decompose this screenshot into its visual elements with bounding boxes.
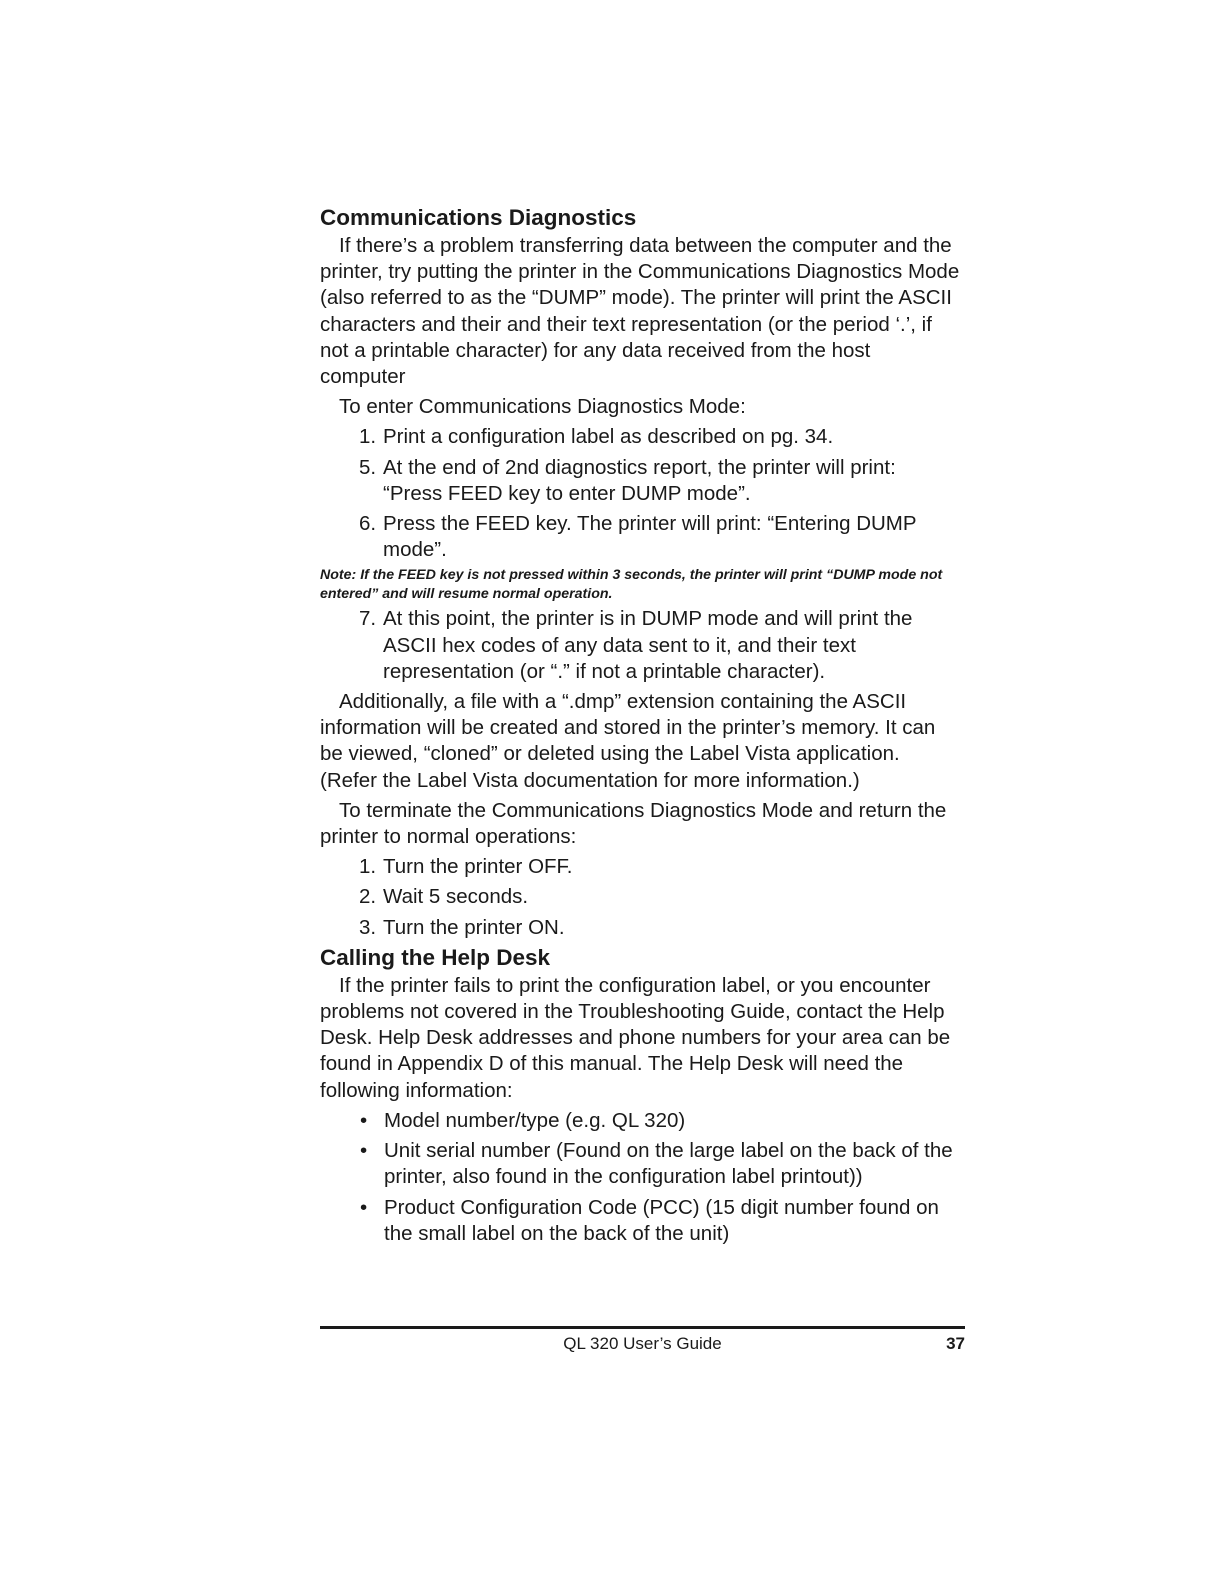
- step-text: Print a configuration label as described on pg. 34.: [383, 425, 834, 449]
- list-item: [320, 1138, 960, 1190]
- list-item: [320, 1108, 960, 1134]
- step-number: 1.: [359, 855, 377, 879]
- list-item: [320, 884, 960, 910]
- section-heading-help-desk: Calling the Help Desk: [320, 944, 551, 970]
- footer-row: [320, 1332, 965, 1356]
- step-number: 6.: [359, 512, 377, 536]
- list-item: [320, 1195, 960, 1247]
- page-number: 37: [946, 1334, 965, 1353]
- step-text: At the end of 2nd diagnostics report, the printer will print: “Press FEED key to enter DUMP mode”.: [383, 455, 896, 505]
- step-number: 7.: [359, 607, 377, 631]
- step-number: 1.: [359, 425, 377, 449]
- bullet-icon: •: [360, 1195, 368, 1219]
- feed-key-note: Note: If the FEED key is not pressed within 3 seconds, the printer will print “DUMP mode not entered” and will resume normal operation.: [320, 567, 943, 603]
- list-item: [320, 455, 960, 507]
- additional-paragraph: Additionally, a file with a “.dmp” extension containing the ASCII information will be created and stored in the printer’s memory. It can be viewed, “cloned” or deleted using the Label Vista application. (Refer the Label Vista documentation for more information.): [320, 690, 936, 792]
- step-number: 2.: [359, 885, 377, 909]
- list-item: [320, 424, 960, 450]
- step-text: Turn the printer OFF.: [383, 855, 573, 879]
- list-item: [320, 606, 960, 685]
- bullet-icon: •: [360, 1108, 368, 1132]
- required-info-list: [320, 1108, 960, 1247]
- enter-steps-list: [320, 424, 960, 563]
- page-footer: [320, 1326, 965, 1356]
- step-text: Wait 5 seconds.: [383, 885, 529, 909]
- dump-mode-steps-list: [320, 606, 960, 685]
- help-desk-paragraph: If the printer fails to print the configuration label, or you encounter problems not covered in the Troubleshooting Guide, contact the Help Desk. Help Desk addresses and phone numbers for your area can be found in Appendix D of this manual. The Help Desk will need the following information:: [320, 973, 951, 1102]
- terminate-mode-lead: To terminate the Communications Diagnostics Mode and return the printer to normal operations:: [320, 798, 947, 849]
- bullet-text: Product Configuration Code (PCC) (15 digit number found on the small label on the back of the unit): [384, 1195, 939, 1245]
- enter-mode-lead: To enter Communications Diagnostics Mode:: [339, 395, 746, 419]
- step-number: 5.: [359, 455, 377, 479]
- list-item: [320, 511, 960, 563]
- terminate-steps-list: [320, 854, 960, 941]
- bullet-text: Unit serial number (Found on the large label on the back of the printer, also found in the configuration label printout)): [384, 1139, 953, 1189]
- step-text: Turn the printer ON.: [383, 915, 565, 939]
- bullet-icon: •: [360, 1139, 368, 1163]
- list-item: [320, 854, 960, 880]
- page-content: [320, 203, 960, 1247]
- step-text: At this point, the printer is in DUMP mode and will print the ASCII hex codes of any data sent to it, and their text representation (or “.” if not a printable character).: [383, 607, 913, 683]
- section-heading-communications-diagnostics: Communications Diagnostics: [320, 205, 637, 230]
- bullet-text: Model number/type (e.g. QL 320): [384, 1108, 686, 1132]
- intro-paragraph: If there’s a problem transferring data between the computer and the printer, try putting the printer in the Communications Diagnostics Mode (also referred to as the “DUMP” mode). The printer will print the ASCII characters and their and their text representation (or the period ‘.’, if not a printable character) for any data received from the host computer: [320, 234, 960, 389]
- footer-rule: [320, 1326, 965, 1329]
- list-item: [320, 915, 960, 941]
- footer-title: QL 320 User’s Guide: [563, 1334, 722, 1353]
- step-text: Press the FEED key. The printer will print: “Entering DUMP mode”.: [383, 512, 917, 562]
- step-number: 3.: [359, 915, 377, 939]
